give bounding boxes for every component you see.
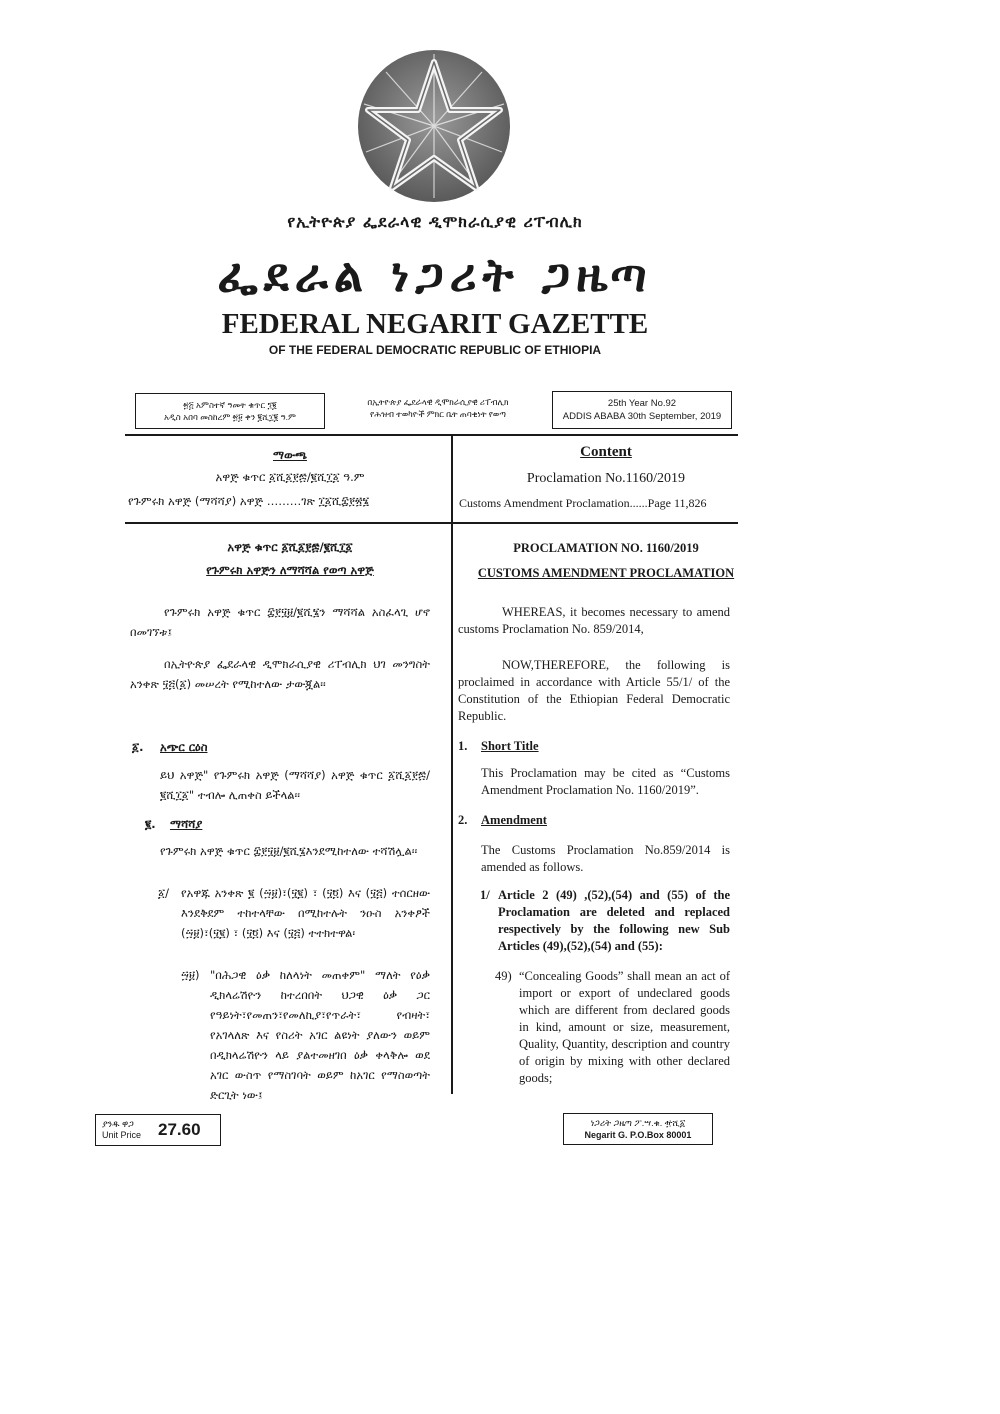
- issue-year-amharic: ፳፭ አምስተኛ ዓመት ቁጥር ፺፪: [183, 400, 277, 410]
- authority-line-1: በኢትዮጵያ ፌደራላዊ ዲሞክራሲያዊ ሪፐብሊክ: [367, 397, 509, 407]
- unit-price-box: [95, 1114, 221, 1146]
- issue-box-amharic: [135, 393, 325, 429]
- sub-article-1-number-amharic: ፩/: [158, 886, 169, 900]
- article-2-title-amharic: ማሻሻያ: [170, 817, 203, 831]
- article-1-body-english: This Proclamation may be cited as “Customs Amendment Proclamation No. 1160/2019”.: [481, 766, 730, 797]
- sub-article-49-number-amharic: ፵፱): [181, 968, 200, 982]
- sub-article-1-number-english: 1/: [480, 888, 490, 902]
- sub-article-49-body-english: “Concealing Goods” shall mean an act of import or export of undeclared goods which are different from declared goods in kind, amount or size, measurement, Quality, Quantity, description and country of origin by mixing with other declared goods;: [519, 969, 730, 1085]
- contents-proclamation-amharic: አዋጅ ቁጥር ፩ሺ፩፻፷/፪ሺ፲፩ ዓ.ም: [215, 470, 365, 484]
- gazette-english-title: FEDERAL NEGARIT GAZETTE: [221, 308, 649, 340]
- now-therefore-english: NOW,THEREFORE, the following is proclaimed in accordance with Article 55/1/ of the Constitution of the Ethiopian Federal Democratic Republic.: [458, 658, 730, 723]
- authority-note: [329, 396, 547, 420]
- contents-entry-english: Customs Amendment Proclamation......Page 11,826: [459, 496, 707, 510]
- sub-article-49-number-english: 49): [495, 969, 512, 983]
- ethiopian-emblem-icon: [356, 48, 512, 204]
- column-divider: [451, 434, 453, 1094]
- pobox-english: Negarit G. P.O.Box 80001: [584, 1130, 692, 1140]
- header-rule: [125, 434, 738, 436]
- contents-heading-english: Content: [580, 444, 632, 460]
- issue-date-english: ADDIS ABABA 30th September, 2019: [562, 411, 722, 422]
- gazette-amharic-title: ፌደራል ነጋሪት ጋዜጣ: [217, 248, 653, 302]
- contents-rule: [125, 522, 738, 524]
- issue-box-english: [552, 391, 732, 429]
- proclamation-number-amharic: አዋጅ ቁጥር ፩ሺ፩፻፷/፪ሺ፲፩: [227, 540, 353, 554]
- proclamation-number-english: PROCLAMATION NO. 1160/2019: [513, 541, 699, 555]
- whereas-amharic: የጉምሩክ አዋጅ ቁጥር ፰፻፶፱/፪ሺ፮ን ማሻሻል አስፈላጊ ሆኖ በመገኘቱ፤: [130, 605, 430, 639]
- article-1-number-english: 1.: [458, 739, 468, 753]
- contents-proclamation-english: Proclamation No.1160/2019: [526, 471, 686, 486]
- republic-amharic-heading: የኢትዮጵያ ፌደራላዊ ዲሞክራሲያዊ ሪፐብሊክ: [287, 212, 583, 231]
- article-2-number-english: 2.: [458, 813, 468, 827]
- proclamation-title-amharic: የጉምሩክ አዋጅን ለማሻሻል የወጣ አዋጅ: [206, 563, 374, 577]
- article-2-number-amharic: ፪.: [145, 817, 156, 831]
- article-2-body-amharic: የጉምሩክ አዋጅ ቁጥር ፰፻፶፱/፪ሺ፮እንደሚከተለው ተሻሽሏል፡፡: [160, 844, 418, 858]
- article-1-title-amharic: አጭር ርዕስ: [160, 740, 208, 754]
- gazette-english-subtitle: OF THE FEDERAL DEMOCRATIC REPUBLIC OF ETHIOPIA: [268, 343, 602, 357]
- article-1-number-amharic: ፩.: [132, 740, 144, 754]
- issue-year-english: 25th Year No.92: [607, 398, 677, 409]
- issue-date-amharic: አዲስ አበባ መስከረም ፳፱ ቀን ፪ሺ፲፪ ዓ.ም: [164, 412, 296, 422]
- whereas-english: WHEREAS, it becomes necessary to amend customs Proclamation No. 859/2014,: [458, 605, 730, 636]
- article-2-title-english: Amendment: [481, 813, 547, 827]
- sub-article-49-body-amharic: "በሕጋዊ ዕቃ ከለላነት መጠቀም" ማለት የዕቃ ዲክላሬሽዮን ከተረበበት ህጋዊ ዕቃ ጋር የዓይነት፣የመጠን፣የመለኪያ፣የጥራት፣ የብዛት፣ የአገላለጽ እና የስሪት አገር ልዩነት ያለውን ወይም በዲክላሬሽዮን ላይ ያልተመዘገበ ዕቃ ቀላቅሎ ወደ አገር ውስጥ የማስገባት ወይም ከአገር የማስወጣት ድርጊት ነው፤: [210, 968, 430, 1102]
- unit-price-label-english: Unit Price: [102, 1130, 142, 1140]
- unit-price-label: [102, 1119, 141, 1141]
- unit-price-value: 27.60: [158, 1120, 201, 1139]
- article-1-body-amharic: ይህ አዋጅ" የጉምሩክ አዋጅ (ማሻሻያ) አዋጅ ቁጥር ፩ሺ፩፻፷/፪ሺ፲፩" ተብሎ ሊጠቀስ ይችላል፡፡: [160, 768, 430, 802]
- contents-heading-amharic: ማውጫ: [273, 448, 307, 462]
- unit-price-label-amharic: ያንዱ ዋጋ: [102, 1119, 134, 1129]
- authority-line-2: የሕዝብ ተወካዮች ምክር ቤት ጠባቂነት የወጣ: [370, 409, 506, 419]
- now-therefore-amharic: በኢትዮጵያ ፌደራላዊ ዲሞክራሲያዊ ሪፐብሊክ ህገ መንግስት አንቀጽ ፶፭(፩) መሠረት የሚከተለው ታውጇል፡፡: [130, 657, 430, 691]
- pobox-amharic: ነጋሪት ጋዜጣ ፖ.ሣ.ቁ. ፹ሺ፩: [590, 1118, 686, 1128]
- article-1-title-english: Short Title: [481, 739, 539, 753]
- sub-article-1-body-english: Article 2 (49) ,(52),(54) and (55) of the Proclamation are deleted and replaced respectively by the following new Sub Articles (49),(52),(54) and (55):: [498, 888, 730, 953]
- contents-entry-amharic: የጉምሩክ አዋጅ (ማሻሻያ) አዋጅ ………ገጽ ፲፩ሺ፰፻፳፮: [128, 494, 370, 508]
- pobox-box: [563, 1113, 713, 1145]
- article-2-body-english: The Customs Proclamation No.859/2014 is amended as follows.: [481, 843, 730, 874]
- sub-article-1-body-amharic: የአዋጁ አንቀጽ ፪ (፵፱)፣(፶፪) ፣ (፶፬) እና (፶፭) ተሰርዘው እንደቅደም ተከተላቸው በሚከተሉት ንዑስ አንቀፆች (፵፱)፣(፶፪) ፣ (፶፬) እና (፶፭) ተተክተዋል፡: [181, 886, 430, 940]
- proclamation-title-english: CUSTOMS AMENDMENT PROCLAMATION: [477, 566, 735, 580]
